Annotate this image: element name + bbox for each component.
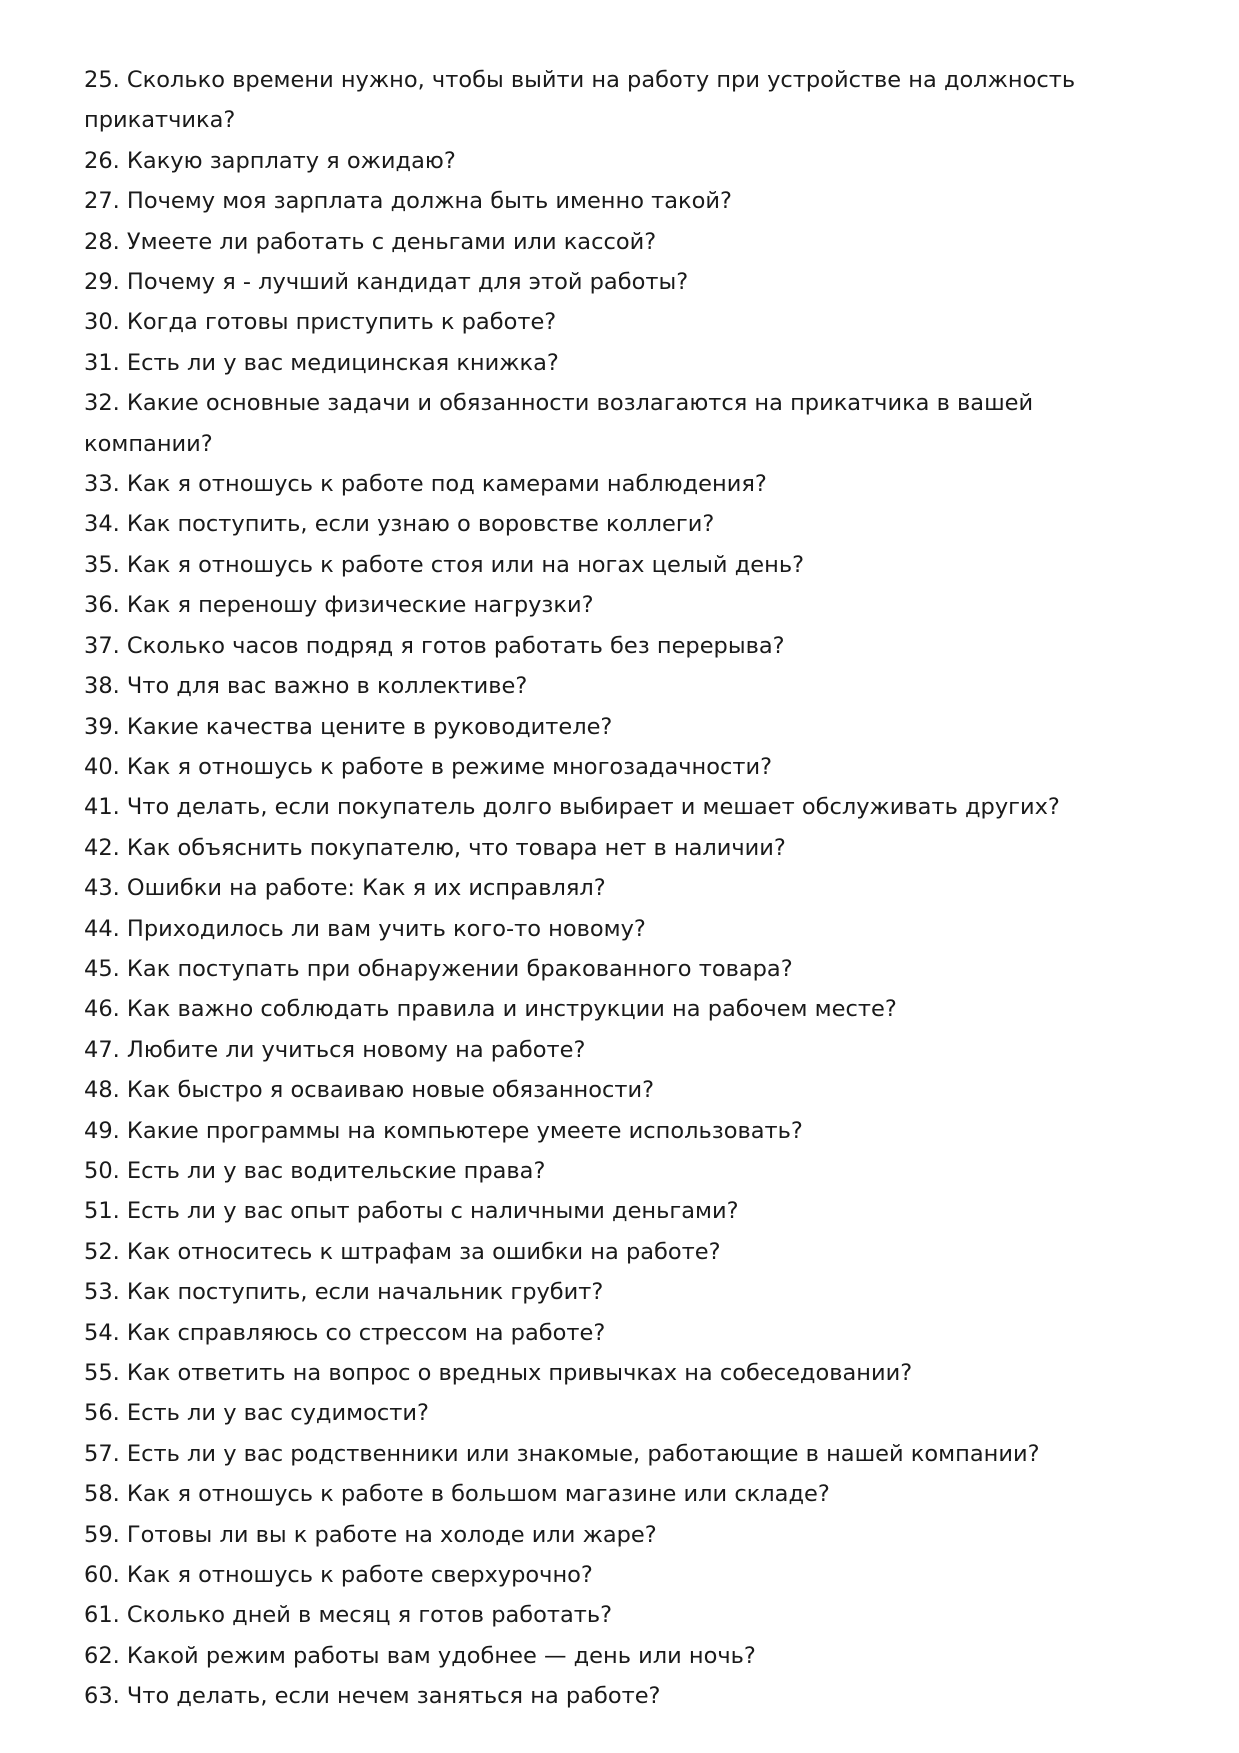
question-item: 27. Почему моя зарплата должна быть именно такой?	[84, 188, 732, 215]
question-item: 37. Сколько часов подряд я готов работать без перерыва?	[84, 632, 785, 659]
question-item: 51. Есть ли у вас опыт работы с наличными деньгами?	[84, 1198, 739, 1225]
question-item: 47. Любите ли учиться новому на работе?	[84, 1036, 586, 1063]
question-item: 30. Когда готовы приступить к работе?	[84, 309, 557, 336]
question-item: 35. Как я отношусь к работе стоя или на ногах целый день?	[84, 551, 805, 578]
question-item: 57. Есть ли у вас родственники или знакомые, работающие в нашей компании?	[84, 1440, 1040, 1467]
question-item: 45. Как поступать при обнаружении бракованного товара?	[84, 955, 793, 982]
question-item: 43. Ошибки на работе: Как я их исправлял?	[84, 875, 606, 902]
question-item: 39. Какие качества цените в руководителе?	[84, 713, 613, 740]
question-item: 50. Есть ли у вас водительские права?	[84, 1157, 546, 1184]
question-item: 61. Сколько дней в месяц я готов работать?	[84, 1602, 613, 1629]
question-item: 46. Как важно соблюдать правила и инструкции на рабочем месте?	[84, 996, 897, 1023]
question-item: 34. Как поступить, если узнаю о воровстве коллеги?	[84, 511, 715, 538]
question-item: 31. Есть ли у вас медицинская книжка?	[84, 349, 559, 376]
question-item: 44. Приходилось ли вам учить кого-то новому?	[84, 915, 646, 942]
question-item: 54. Как справляюсь со стрессом на работе?	[84, 1319, 606, 1346]
question-item: 28. Умеете ли работать с деньгами или кассой?	[84, 228, 657, 255]
question-item: 56. Есть ли у вас судимости?	[84, 1400, 429, 1427]
question-item: 60. Как я отношусь к работе сверхурочно?	[84, 1562, 593, 1589]
question-item: 52. Как относитесь к штрафам за ошибки на работе?	[84, 1238, 721, 1265]
question-item: 48. Как быстро я осваиваю новые обязанности?	[84, 1077, 655, 1104]
question-item: 29. Почему я - лучший кандидат для этой работы?	[84, 269, 689, 296]
question-item: 62. Какой режим работы вам удобнее — день или ночь?	[84, 1642, 756, 1669]
question-item: 25. Сколько времени нужно, чтобы выйти на работу при устройстве на должность прикатчика?	[84, 67, 1076, 134]
question-item: 49. Какие программы на компьютере умеете использовать?	[84, 1117, 803, 1144]
question-item: 32. Какие основные задачи и обязанности возлагаются на прикатчика в вашей компании?	[84, 390, 1034, 457]
question-item: 36. Как я переношу физические нагрузки?	[84, 592, 594, 619]
question-item: 33. Как я отношусь к работе под камерами наблюдения?	[84, 471, 767, 498]
question-item: 55. Как ответить на вопрос о вредных привычках на собеседовании?	[84, 1360, 913, 1386]
question-item: 59. Готовы ли вы к работе на холоде или жаре?	[84, 1521, 657, 1548]
question-item: 42. Как объяснить покупателю, что товара нет в наличии?	[84, 834, 786, 861]
question-list	[84, 60, 1164, 1717]
question-item: 41. Что делать, если покупатель долго выбирает и мешает обслуживать других?	[84, 794, 1060, 821]
question-item: 26. Какую зарплату я ожидаю?	[84, 147, 456, 174]
question-item: 40. Как я отношусь к работе в режиме многозадачности?	[84, 753, 773, 780]
question-item: 58. Как я отношусь к работе в большом магазине или складе?	[84, 1481, 830, 1508]
question-item: 53. Как поступить, если начальник грубит?	[84, 1279, 604, 1306]
question-item: 38. Что для вас важно в коллективе?	[84, 673, 528, 700]
question-item: 63. Что делать, если нечем заняться на работе?	[84, 1683, 661, 1710]
